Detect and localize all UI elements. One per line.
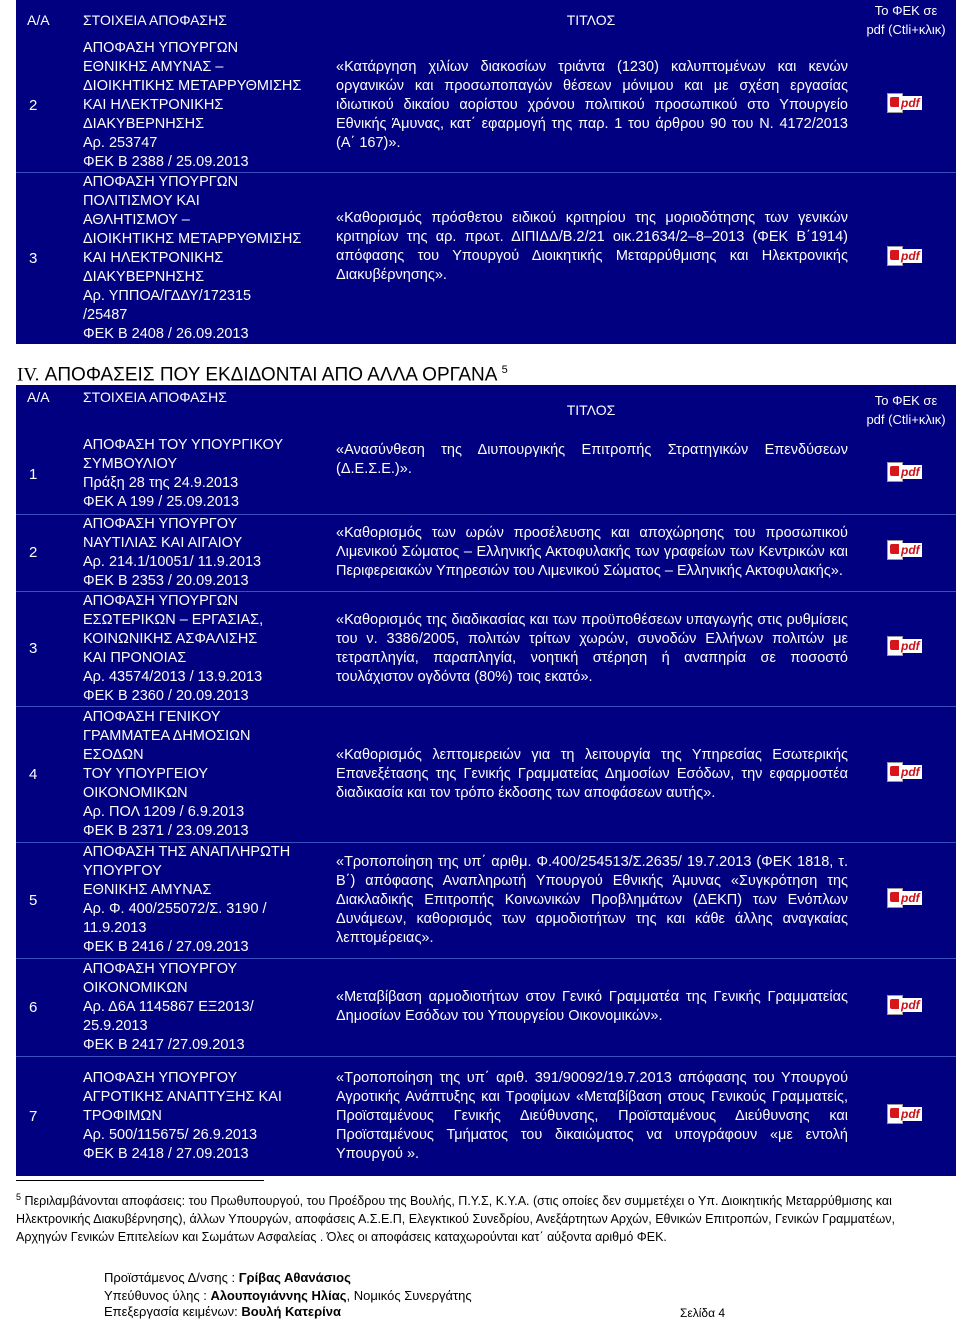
section-title: ΑΠΟΦΑΣΕΙΣ ΠΟΥ ΕΚΔΙΔΟΝΤΑΙ ΑΠΟ ΑΛΛΑ ΟΡΓΑΝΑ xyxy=(44,364,497,386)
pdf-icon[interactable]: pdf xyxy=(887,888,925,908)
pdf-link[interactable] xyxy=(856,591,956,706)
table-row xyxy=(16,591,956,706)
pdf-link[interactable] xyxy=(856,958,956,1056)
table-row xyxy=(16,173,956,345)
row-number: 4 xyxy=(16,706,78,842)
decision-details: ΑΠΟΦΑΣΗ ΤΗΣ ΑΝΑΠΛΗΡΩΤΗ ΥΠΟΥΡΓΟΥ ΕΘΝΙΚΗΣ ΑΜΥΝΑΣ Αρ. Φ. 400/255072/Σ. 3190 / 11.9.2013 ΦΕΚ Β 2416 / 27.09.2013 xyxy=(78,842,326,958)
pdf-icon[interactable]: pdf xyxy=(887,246,925,266)
pdf-link[interactable] xyxy=(856,173,956,345)
decision-details: ΑΠΟΦΑΣΗ ΥΠΟΥΡΓΩΝ ΠΟΛΙΤΙΣΜΟΥ ΚΑΙ ΑΘΛΗΤΙΣΜΟΥ – ΔΙΟΙΚΗΤΙΚΗΣ ΜΕΤΑΡΡΥΘΜΙΣΗΣ ΚΑΙ ΗΛΕΚΤΡΟΝΙΚΗΣ ΔΙΑΚΥΒΕΡΝΗΣΗΣ Αρ. ΥΠΠΟΑ/ΓΔΔΥ/172315 /25487 ΦΕΚ Β 2408 / 26.09.2013 xyxy=(78,173,326,345)
decisions-table-2 xyxy=(16,385,956,1176)
table-row xyxy=(16,706,956,842)
row-number: 2 xyxy=(16,514,78,591)
decision-title: «Ανασύνθεση της Διυπουργικής Επιτροπής Στρατηγικών Επενδύσεων (Δ.Ε.Σ.Ε.)». xyxy=(326,435,856,514)
pdf-link[interactable] xyxy=(856,435,956,514)
footnote xyxy=(16,1188,948,1246)
col-aa: Α/Α xyxy=(16,0,78,39)
footnote-divider xyxy=(16,1180,264,1181)
row-number: 7 xyxy=(16,1056,78,1176)
row-number: 2 xyxy=(16,39,78,173)
footer-editor: Επεξεργασία κειμένων: Βουλή Κατερίνα xyxy=(104,1304,341,1319)
table-header xyxy=(16,385,956,435)
pdf-link[interactable] xyxy=(856,706,956,842)
table-row xyxy=(16,435,956,514)
decision-title: «Καθορισμός της διαδικασίας και των προϋποθέσεων υπαγωγής στις ρυθμίσεις του ν. 3386/2005, πολιτών τρίτων χωρών, συνοδών Ελλήνων πολιτών με τετραπληγία, παραπληγία, νοητική στέρηση ή αναπηρία σε ποσοστό τουλάχιστον ογδόντα (80%) τοις εκατό». xyxy=(326,591,856,706)
pdf-link[interactable] xyxy=(856,842,956,958)
decision-details: ΑΠΟΦΑΣΗ ΥΠΟΥΡΓΟΥ ΑΓΡΟΤΙΚΗΣ ΑΝΑΠΤΥΞΗΣ ΚΑΙ ΤΡΟΦΙΜΩΝ Αρ. 500/115675/ 26.9.2013 ΦΕΚ Β 2418 / 27.09.2013 xyxy=(78,1056,326,1176)
col-aa: Α/Α xyxy=(16,385,78,435)
section-roman: IV. xyxy=(17,364,40,386)
footnote-ref: 5 xyxy=(501,364,508,376)
decisions-table-1 xyxy=(16,0,956,344)
row-number: 3 xyxy=(16,591,78,706)
pdf-icon[interactable]: pdf xyxy=(887,636,925,656)
decision-details: ΑΠΟΦΑΣΗ ΓΕΝΙΚΟΥ ΓΡΑΜΜΑΤΕΑ ΔΗΜΟΣΙΩΝ ΕΣΟΔΩΝ ΤΟΥ ΥΠΟΥΡΓΕΙΟΥ ΟΙΚΟΝΟΜΙΚΩΝ Αρ. ΠΟΛ 1209 / 6.9.2013 ΦΕΚ Β 2371 / 23.09.2013 xyxy=(78,706,326,842)
decision-title: «Καθορισμός λεπτομερειών για τη λειτουργία της Υπηρεσίας Εσωτερικής Επανεξέτασης της Γενικής Γραμματείας Δημοσίων Εσόδων, την εφαρμοστέα διαδικασία και τον τρόπο έκδοσης των αποφάσεων αυτής». xyxy=(326,706,856,842)
footnote-text: Περιλαμβάνονται αποφάσεις: του Πρωθυπουργού, του Προέδρου της Βουλής, Π.Υ.Σ, Κ.Υ.Α. (στις οποίες δεν συμμετέχει ο Υπ. Διοικητικής Μεταρρύθμισης και Ηλεκτρονικής Διακυβέρνησης), άλλων Υπουργών, αποφάσεις Α.Σ.Ε.Π, Ελεγκτικού Συνεδρίου, Ανεξάρτητων Αρχών, Εθνικών Επιτροπών, Γενικών Γραμματέων, Αρχηγών Γενικών Επιτελείων και Σωμάτων Ασφαλείας . Όλες οι αποφάσεις καταχωρούνται κατ΄ αύξοντα αριθμό ΦΕΚ. xyxy=(16,1194,895,1245)
footnote-number: 5 xyxy=(16,1192,22,1202)
row-number: 6 xyxy=(16,958,78,1056)
decision-title: «Τροποποίηση της υπ΄ αριθ. 391/90092/19.7.2013 απόφασης του Υπουργού Αγροτικής Ανάπτυξης και Τροφίμων «Μεταβίβαση στους Γενικούς Γραμματείς, Προϊσταμένους Γενικής Διεύθυνσης, Προϊσταμένους Διεύθυνσης και Προϊσταμένους Τμήματος του δικαιώματος να υπογράφουν «με εντολή Υπουργού ». xyxy=(326,1056,856,1176)
pdf-icon[interactable]: pdf xyxy=(887,995,925,1015)
page-number: Σελίδα 4 xyxy=(680,1306,726,1320)
table-row xyxy=(16,39,956,173)
pdf-icon[interactable]: pdf xyxy=(887,93,925,113)
col-titlos: ΤΙΤΛΟΣ xyxy=(326,385,856,435)
col-titlos: ΤΙΤΛΟΣ xyxy=(326,0,856,39)
footer-director: Προϊστάμενος Δ/νσης : Γρίβας Αθανάσιος xyxy=(104,1270,351,1285)
row-number: 3 xyxy=(16,173,78,345)
director-name: Γρίβας Αθανάσιος xyxy=(238,1270,351,1285)
pdf-icon[interactable]: pdf xyxy=(887,462,925,482)
row-number: 5 xyxy=(16,842,78,958)
col-stoixeia: ΣΤΟΙΧΕΙΑ ΑΠΟΦΑΣΗΣ xyxy=(78,385,326,435)
table-row xyxy=(16,842,956,958)
decision-details: ΑΠΟΦΑΣΗ ΥΠΟΥΡΓΟΥ ΝΑΥΤΙΛΙΑΣ ΚΑΙ ΑΙΓΑΙΟΥ Αρ. 214.1/10051/ 11.9.2013 ΦΕΚ Β 2353 / 20.09.2013 xyxy=(78,514,326,591)
pdf-link[interactable] xyxy=(856,39,956,173)
footer-responsible: Υπεύθυνος ύλης : Αλουπογιάννης Ηλίας, Νομικός Συνεργάτης xyxy=(104,1288,472,1303)
table-row xyxy=(16,514,956,591)
decision-title: «Μεταβίβαση αρμοδιοτήτων στον Γενικό Γραμματέα της Γενικής Γραμματείας Δημοσίων Εσόδων του Υπουργείου Οικονομικών». xyxy=(326,958,856,1056)
responsible-name: Αλουπογιάννης Ηλίας xyxy=(210,1288,347,1303)
editor-name: Βουλή Κατερίνα xyxy=(241,1304,341,1319)
decision-title: «Καθορισμός πρόσθετου ειδικού κριτηρίου της μοριοδότησης των γενικών κριτηρίων της αρ. πρωτ. ΔΙΠΙΔΔ/Β.2/21 οικ.21634/2–8–2013 (ΦΕΚ Β΄1914) απόφασης του Υπουργού Διοικητικής Μεταρρύθμισης και Ηλεκτρονικής Διακυβέρνησης». xyxy=(326,173,856,345)
col-fek: Το ΦΕΚ σε pdf (Ctli+κλικ) xyxy=(856,385,956,435)
table-header xyxy=(16,0,956,39)
decision-details: ΑΠΟΦΑΣΗ ΥΠΟΥΡΓΩΝ ΕΣΩΤΕΡΙΚΩΝ – ΕΡΓΑΣΙΑΣ, ΚΟΙΝΩΝΙΚΗΣ ΑΣΦΑΛΙΣΗΣ ΚΑΙ ΠΡΟΝΟΙΑΣ Αρ. 43574/2013 / 13.9.2013 ΦΕΚ Β 2360 / 20.09.2013 xyxy=(78,591,326,706)
section-heading xyxy=(17,364,508,386)
decision-title: «Κατάργηση χιλίων διακοσίων τριάντα (1230) καλυπτομένων και κενών οργανικών και προσωποπαγών θέσεων μόνιμου και με σχέση εργασίας ιδιωτικού δικαίου αορίστου χρόνου πολιτικού προσωπικού στο Υπουργείο Εθνικής Άμυνας, κατ΄ εφαρμογή της παρ. 1 του άρθρου 90 του Ν. 4172/2013 (Α΄ 167)». xyxy=(326,39,856,173)
decision-details: ΑΠΟΦΑΣΗ ΥΠΟΥΡΓΟΥ ΟΙΚΟΝΟΜΙΚΩΝ Αρ. Δ6Α 1145867 ΕΞ2013/ 25.9.2013 ΦΕΚ Β 2417 /27.09.2013 xyxy=(78,958,326,1056)
pdf-link[interactable] xyxy=(856,514,956,591)
pdf-icon[interactable]: pdf xyxy=(887,1104,925,1124)
decision-title: «Καθορισμός των ωρών προσέλευσης και αποχώρησης του προσωπικού Λιμενικού Σώματος – Ελληνικής Ακτοφυλακής των γραφείων των Κεντρικών και Περιφερειακών Υπηρεσιών του Λιμενικού Σώματος – Ελληνικής Ακτοφυλακής». xyxy=(326,514,856,591)
decision-details: ΑΠΟΦΑΣΗ ΥΠΟΥΡΓΩΝ ΕΘΝΙΚΗΣ ΑΜΥΝΑΣ – ΔΙΟΙΚΗΤΙΚΗΣ ΜΕΤΑΡΡΥΘΜΙΣΗΣ ΚΑΙ ΗΛΕΚΤΡΟΝΙΚΗΣ ΔΙΑΚΥΒΕΡΝΗΣΗΣ Αρ. 253747 ΦΕΚ Β 2388 / 25.09.2013 xyxy=(78,39,326,173)
pdf-link[interactable] xyxy=(856,1056,956,1176)
decision-title: «Τροποποίηση της υπ΄ αριθμ. Φ.400/254513/Σ.2635/ 19.7.2013 (ΦΕΚ 1818, τ. Β΄) απόφασης Αναπληρωτή Υπουργού Εθνικής Άμυνας «Συγκρότηση της Διακλαδικής Επιτροπής Κοινωνικών Προβλημάτων (ΔΕΚΠ) των Ενόπλων Δυνάμεων, καθορισμός των αρμοδιοτήτων της και κάθε άλλης αναγκαίας λεπτομέρειας». xyxy=(326,842,856,958)
table-row xyxy=(16,958,956,1056)
row-number: 1 xyxy=(16,435,78,514)
pdf-icon[interactable]: pdf xyxy=(887,540,925,560)
pdf-icon[interactable]: pdf xyxy=(887,762,925,782)
table-row xyxy=(16,1056,956,1176)
decision-details: ΑΠΟΦΑΣΗ ΤΟΥ ΥΠΟΥΡΓΙΚΟΥ ΣΥΜΒΟΥΛΙΟΥ Πράξη 28 της 24.9.2013 ΦΕΚ Α 199 / 25.09.2013 xyxy=(78,435,326,514)
col-stoixeia: ΣΤΟΙΧΕΙΑ ΑΠΟΦΑΣΗΣ xyxy=(78,0,326,39)
col-fek: Το ΦΕΚ σε pdf (Ctli+κλικ) xyxy=(856,0,956,39)
